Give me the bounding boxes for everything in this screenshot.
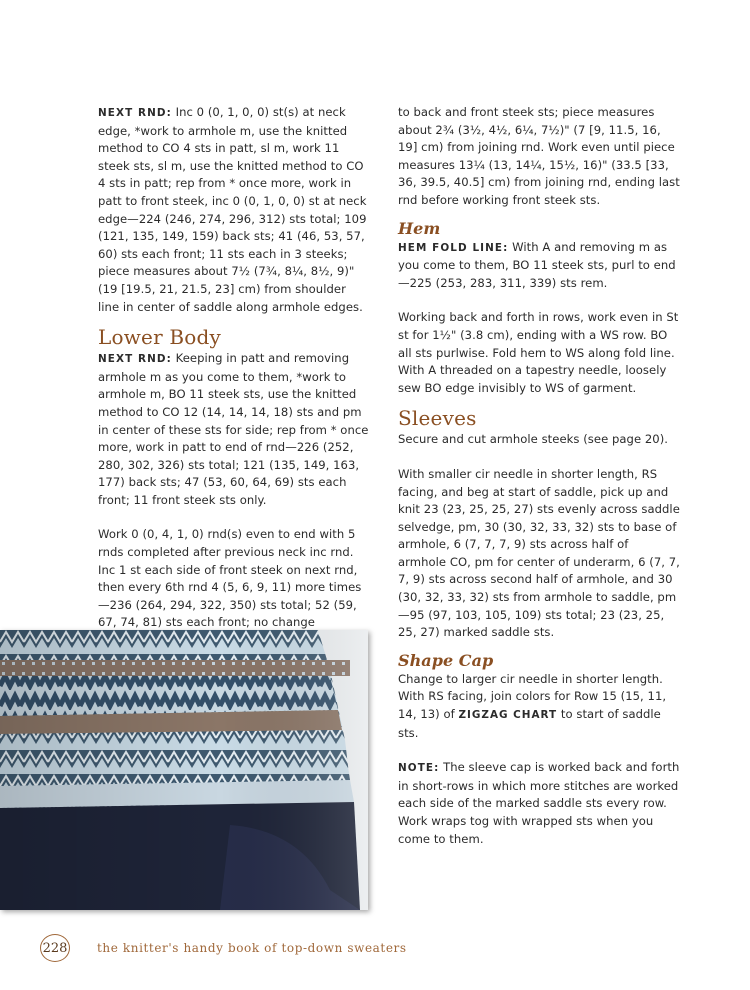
book-title: the knitter's handy book of top-down sweaters [97, 941, 407, 955]
paragraph: to back and front steek sts; piece measures about 2¾ (3½, 4½, 6¼, 7½)" (7 [9, 11.5, 16, 19] cm) from joining rnd. Work even until piece measures 13¼ (13, 14¼, 15½, 16)" (33.5 [33, 36, 39.5, 40.5] cm) from joining rnd, ending last rnd before working front steek sts. [398, 105, 680, 207]
lead-in-label: NEXT RND: [98, 353, 172, 366]
lead-in-label: NEXT RND: [98, 107, 172, 119]
section-heading-lower-body: Lower Body [98, 325, 222, 350]
body-text: to start of saddle sts. [398, 707, 661, 740]
paragraph: Work 0 (0, 4, 1, 0) rnd(s) even to end with 5 rnds completed after previous neck inc rnd. Inc 1 st each side of front steek on next rnd, then every 6th rnd 4 (5, 6, 9, 11) more times—236 (264, 294, 322, 350) sts total; 52 (59, 67, 74, 81) sts each front; no change [98, 527, 362, 630]
right-column [398, 104, 680, 848]
paragraph [398, 671, 680, 742]
page-number: 228 [40, 934, 70, 962]
paragraph: Working back and forth in rows, work even in St st for 1½" (3.8 cm), ending with a WS row. BO all sts purlwise. Fold hem to WS along fold line. With A threaded on a tapestry needle, loosely sew BO edge invisibly to WS of garment. [398, 310, 679, 395]
body-text: The sleeve cap is worked back and forth in short-rows in which more stitches are worked each side of the marked saddle sts every row. Work wraps tog with wrapped sts when you come to them. [398, 760, 680, 846]
body-text: Keeping in patt and removing armhole m as you come to them, *work to armhole m, BO 11 steek sts, use the knitted method to CO 12 (14, 14, 14, 18) sts and pm in center of these sts for side; rep from * once more, work in patt to end of rnd—226 (252, 280, 302, 326) sts total; 121 (135, 149, 163, 177) back sts; 47 (53, 60, 64, 69) sts each front; 11 front steek sts only. [98, 351, 369, 507]
lead-in-label: NOTE: [398, 762, 440, 775]
section-heading-sleeves: Sleeves [398, 406, 477, 431]
sweater-photo [0, 630, 368, 910]
lead-in-label: HEM FOLD LINE: [398, 241, 509, 254]
chart-reference: ZIGZAG CHART [458, 709, 558, 722]
paragraph: With smaller cir needle in shorter length, RS facing, and beg at start of saddle, pick up and knit 23 (23, 25, 25, 27) sts evenly across saddle selvedge, pm, 30 (30, 32, 33, 32) sts to base of armhole, 6 (7, 7, 7, 9) sts across half of armhole CO, pm for center of underarm, 6 (7, 7, 7, 9) sts across second half of armhole, and 30 (30, 32, 33, 32) sts from armhole to saddle, pm—95 (97, 103, 105, 109) sts total; 23 (23, 25, 25, 27) marked saddle sts. [398, 466, 680, 640]
paragraph: Secure and cut armhole steeks (see page 20). [398, 432, 669, 447]
fair-isle-sweater-image [0, 630, 368, 910]
paragraph [398, 759, 680, 848]
body-text: Inc 0 (0, 1, 0, 0) st(s) at neck edge, *work to armhole m, use the knitted method to CO 4 sts in patt, sl m, work 11 steek sts, sl m, use the knitted method to CO 4 sts in patt; rep from * once more, work in patt to front steek, inc 0 (0, 1, 0, 0) st at neck edge—224 (246, 274, 296, 312) sts total; 109 (121, 135, 149, 159) back sts; 41 (46, 53, 57, 60) sts each front; 11 sts each in 3 steeks; piece measures about 7½ (7¾, 8¼, 8½, 9)" (19 [19.5, 21, 21.5, 23] cm) from shoulder line in center of saddle along armhole edges. [98, 105, 367, 314]
paragraph [398, 239, 680, 293]
section-heading-hem: Hem [398, 218, 441, 238]
section-heading-shape-cap: Shape Cap [398, 650, 494, 670]
paragraph [98, 350, 370, 509]
left-column [98, 104, 370, 632]
body-text: Change to larger cir needle in shorter length. With RS facing, join colors for Row 15 (15, 11, 14, 13) of [398, 671, 667, 722]
page-footer [40, 934, 407, 962]
body-text: With A and removing m as you come to them, BO 11 steek sts, purl to end—225 (253, 283, 311, 339) sts rem. [398, 239, 676, 290]
paragraph [98, 104, 370, 316]
